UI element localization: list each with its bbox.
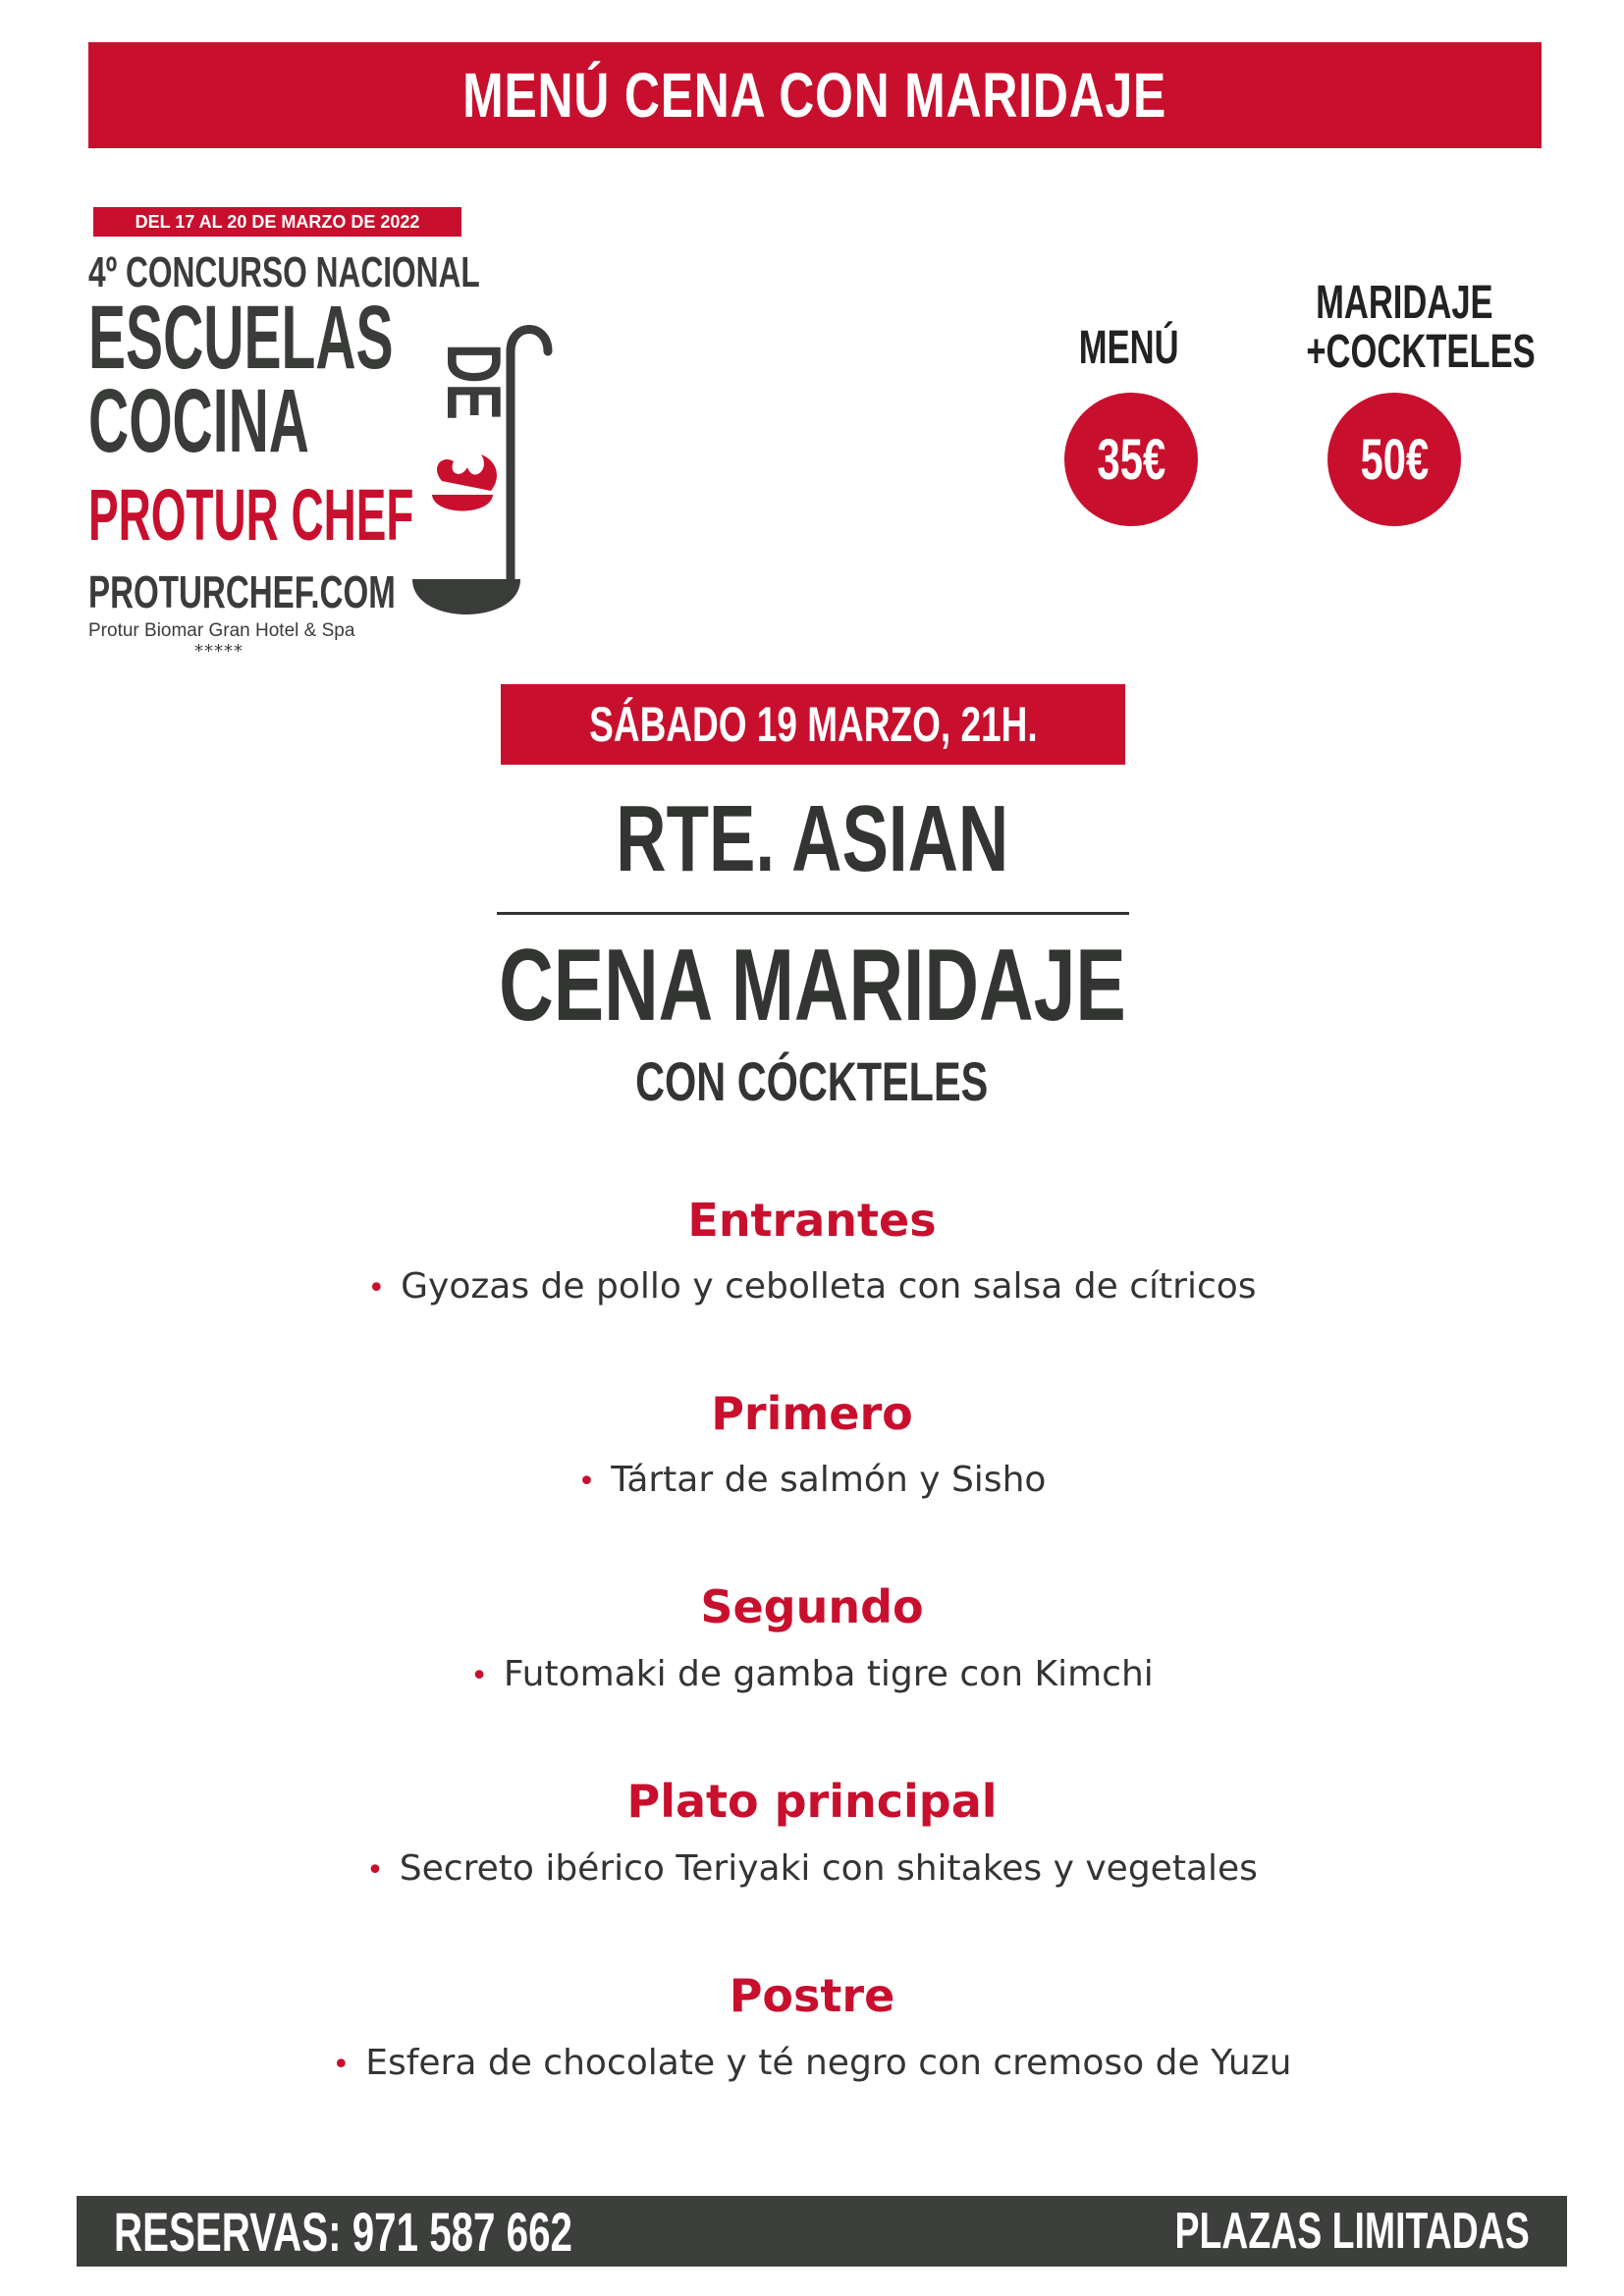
course-title: Primero: [711, 1387, 913, 1440]
ladle-flame-icon: [88, 204, 560, 666]
event-logo: [88, 204, 560, 666]
logo-contest-line: 4º CONCURSO NACIONAL: [88, 248, 480, 296]
course-title: Plato principal: [626, 1775, 998, 1828]
course-item: • Esfera de chocolate y té negro con cremoso de Yuzu: [332, 2043, 1292, 2083]
restaurant-name: RTE. ASIAN: [616, 786, 1008, 891]
divider: [497, 912, 1129, 915]
dinner-title: CENA MARIDAJE: [498, 929, 1126, 1042]
page-title: MENÚ CENA CON MARIDAJE: [462, 60, 1167, 131]
logo-cocina: COCINA: [88, 371, 309, 471]
course-title: Postre: [729, 1969, 895, 2022]
reservations-phone: RESERVAS: 971 587 662: [114, 2201, 572, 2263]
menu-price-badge: [1064, 393, 1198, 526]
logo-date-text: DEL 17 AL 20 DE MARZO DE 2022: [135, 211, 420, 232]
limited-seats-note: PLAZAS LIMITADAS: [1174, 2203, 1530, 2260]
course-item: • Secreto ibérico Teriyaki con shitakes y vegetales: [366, 1848, 1258, 1889]
course-title: Entrantes: [687, 1194, 937, 1247]
logo-website: PROTURCHEF.COM: [88, 566, 396, 617]
pairing-price: 50€: [1360, 427, 1429, 492]
course-title: Segundo: [700, 1580, 924, 1633]
menu-price: 35€: [1097, 427, 1165, 492]
logo-escuelas: ESCUELAS: [88, 288, 394, 388]
footer-bar: [77, 2196, 1567, 2267]
menu-price-label: MENÚ: [1079, 322, 1179, 374]
dinner-subtitle: CON CÓCKTELES: [635, 1050, 989, 1112]
pairing-price-label: MARIDAJE +COCKTELES: [1306, 277, 1536, 379]
logo-de: DE: [430, 344, 517, 421]
course-item: • Futomaki de gamba tigre con Kimchi: [470, 1654, 1154, 1694]
course-item: • Tártar de salmón y Sisho: [577, 1460, 1047, 1500]
title-banner: [88, 42, 1542, 148]
course-item: • Gyozas de pollo y cebolleta con salsa de cítricos: [367, 1266, 1257, 1307]
logo-stars: *****: [194, 641, 244, 662]
pairing-price-badge: [1327, 393, 1461, 526]
event-date: SÁBADO 19 MARZO, 21H.: [588, 697, 1038, 752]
event-date-banner: [501, 684, 1125, 765]
logo-hotel: Protur Biomar Gran Hotel & Spa: [88, 620, 355, 641]
logo-protur-chef: PROTUR CHEF: [88, 474, 414, 556]
